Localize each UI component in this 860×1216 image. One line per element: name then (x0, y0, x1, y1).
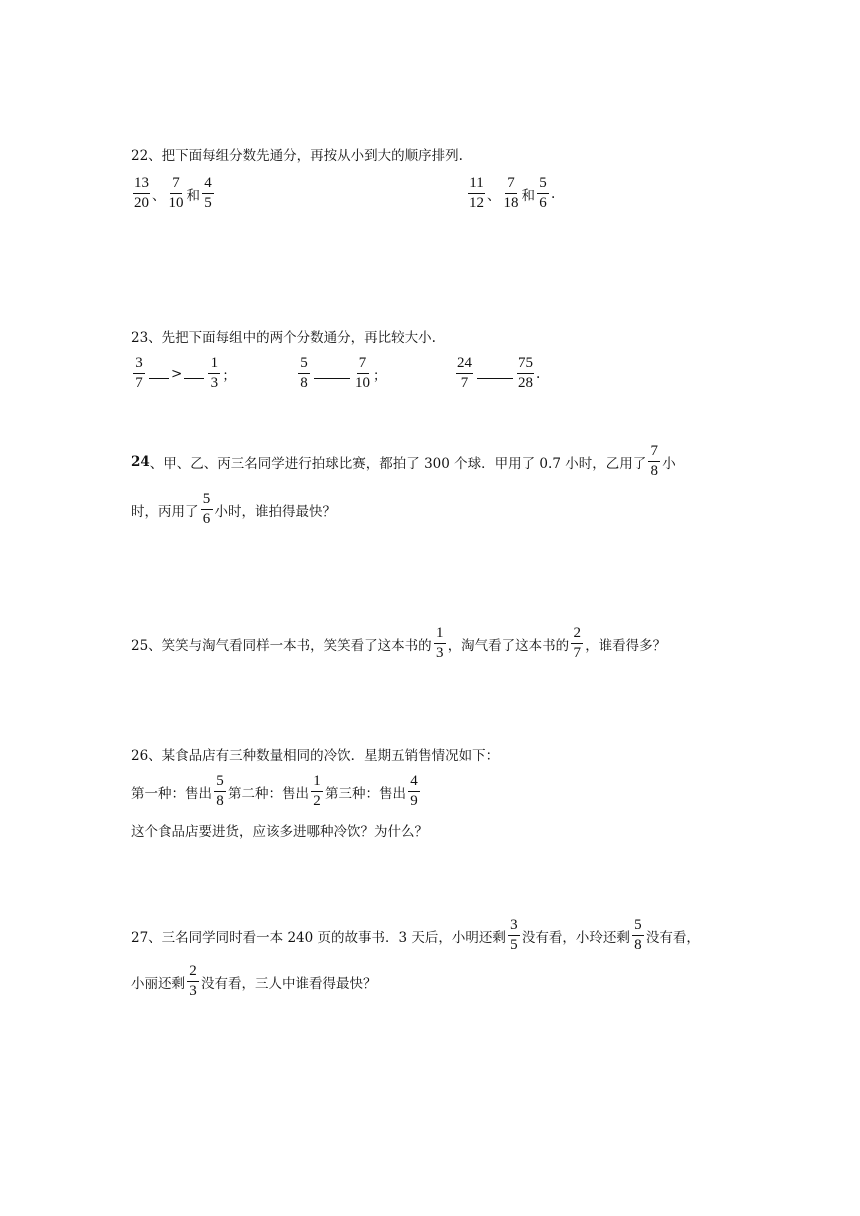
q26-title: 26、某食品店有三种数量相同的冷饮．星期五销售情况如下： (131, 748, 500, 764)
fraction: $\frac{5}{8}$ (298, 356, 310, 391)
fraction: $\frac{4}{5}$ (202, 176, 214, 211)
q23-title: 23、先把下面每组中的两个分数通分，再比较大小. (131, 330, 436, 346)
q27-line-1: 27、三名同学同时看一本 240 页的故事书．3 天后，小明还剩 $\frac{3}{5}$ 没有看，小玲还剩 $\frac{5}{8}$ 没有看， (131, 917, 700, 953)
fraction: $\frac{4}{9}$ (408, 774, 420, 809)
fraction: $\frac{1}{3}$ (208, 356, 220, 391)
answer-blank (184, 378, 204, 379)
fraction: $\frac{1}{3}$ (434, 626, 446, 661)
q22-group-b: $\frac{11}{12}$ 、 $\frac{7}{18}$ 和 $\frac{5}{6}$ . (469, 175, 556, 211)
answer-blank (149, 378, 169, 379)
answer-blank (314, 378, 350, 379)
fraction: $\frac{3}{5}$ (508, 918, 520, 953)
fraction: $\frac{11}{12}$ (469, 175, 484, 211)
fraction: $\frac{2}{3}$ (187, 964, 199, 999)
fraction: $\frac{5}{8}$ (632, 918, 644, 953)
q27-line-2: 小丽还剩 $\frac{2}{3}$ 没有看，三人中谁看得最快？ (131, 963, 377, 999)
fraction: $\frac{3}{7}$ (133, 356, 145, 391)
fraction: $\frac{7}{10}$ (168, 175, 184, 211)
q26-sales: 第一种：售出 $\frac{5}{8}$ 第二种：售出 $\frac{1}{2}$ 第三种：售出 $\frac{4}{9}$ (131, 774, 422, 809)
q22-title: 22、把下面每组分数先通分，再按从小到大的顺序排列. (131, 148, 463, 164)
q22-group-a: $\frac{13}{20}$ 、 $\frac{7}{10}$ 和 $\frac{4}{5}$ (131, 176, 216, 211)
fraction: $\frac{75}{28}$ (518, 355, 533, 391)
q24-line-1: 24 、甲、乙、丙三名同学进行拍球比赛，都拍了 300 个球．甲用了 0.7 小时，乙用了 $\frac{7}{8}$ 小 (131, 443, 676, 479)
fraction: $\frac{5}{8}$ (214, 774, 226, 809)
q23-pair-2: $\frac{5}{8}$ $\frac{7}{10}$ ； (296, 356, 387, 391)
fraction: $\frac{7}{8}$ (648, 444, 660, 479)
q24-line-2: 时，丙用了 $\frac{5}{6}$ 小时，谁拍得最快？ (131, 491, 336, 527)
fraction: $\frac{1}{2}$ (311, 774, 323, 809)
fraction: $\frac{7}{18}$ (503, 175, 519, 211)
fraction: $\frac{24}{7}$ (457, 355, 472, 391)
fraction: $\frac{7}{10}$ (355, 355, 370, 391)
fraction: $\frac{5}{6}$ (537, 176, 549, 211)
q25-line: 25、笑笑与淘气看同样一本书，笑笑看了这本书的 $\frac{1}{3}$ ，淘气看了这本书的 $\frac{2}{7}$ ，谁看得多？ (131, 625, 667, 661)
q26-question: 这个食品店要进货，应该多进哪种冷饮？为什么？ (131, 824, 428, 840)
fraction: $\frac{2}{7}$ (571, 626, 583, 661)
q23-pair-3: $\frac{24}{7}$ $\frac{75}{28}$ . (457, 355, 541, 391)
fraction: $\frac{13}{20}$ (134, 175, 149, 211)
q23-pair-1: $\frac{3}{7}$ > $\frac{1}{3}$ ； (131, 356, 236, 391)
answer-blank (477, 378, 513, 379)
fraction: $\frac{5}{6}$ (201, 492, 213, 527)
